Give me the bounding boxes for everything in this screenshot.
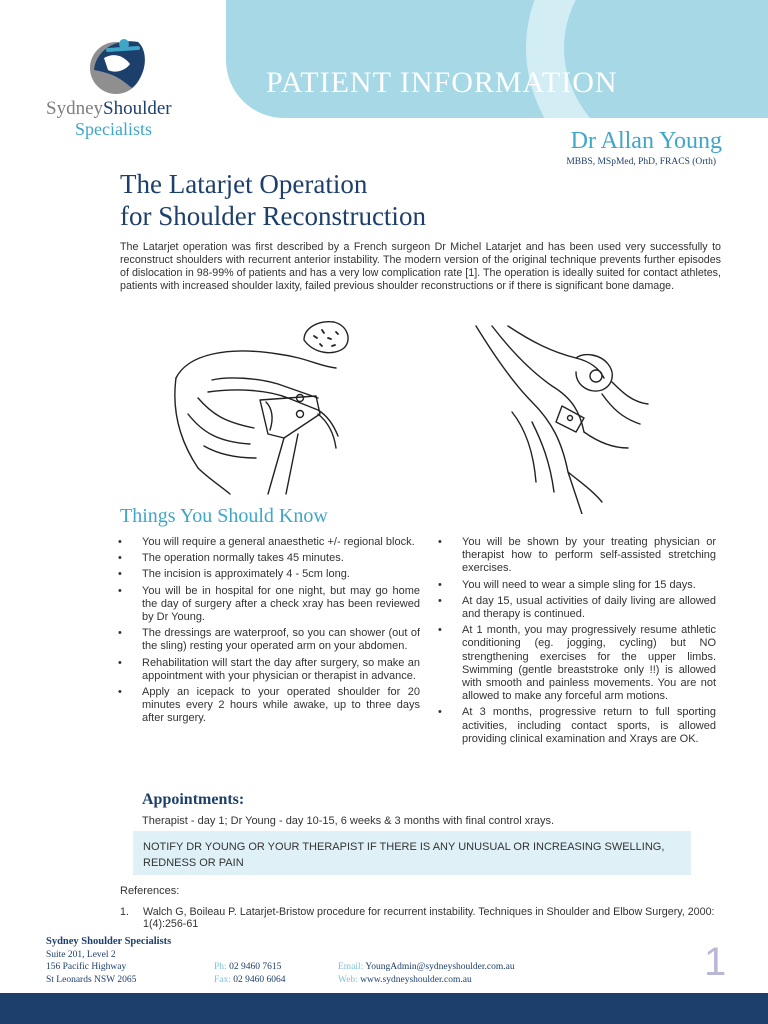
phone-number[interactable]: 02 9460 7615 (229, 962, 282, 972)
list-item (118, 536, 420, 549)
bullet: • (438, 578, 442, 591)
bullet: • (118, 584, 122, 597)
page-title-line1: The Latarjet Operation (120, 169, 368, 199)
reference-text: Walch G, Boileau P. Latarjet-Bristow procedure for recurrent instability. Techniques in Shoulder and Elbow Surgery, 2000: 1(4):256-61 (143, 906, 715, 930)
list-item (438, 706, 716, 746)
footer-address-line1: Suite 201, Level 2 (46, 949, 116, 960)
bullet: • (438, 624, 442, 637)
shoulder-illustration-right (472, 322, 652, 514)
list-item-text: At 3 months, progressive return to full sporting activities, including contact sports, is allowed providing clinical examination and Xrays are OK. (462, 706, 716, 745)
notice-text: NOTIFY DR YOUNG OR YOUR THERAPIST IF THERE IS ANY UNUSUAL OR INCREASING SWELLING, REDNESS OR PAIN (143, 841, 665, 869)
bullet: • (118, 536, 122, 548)
header-banner (226, 0, 768, 118)
fax-number: 02 9460 6064 (233, 974, 286, 985)
bullet: • (118, 656, 122, 669)
list-item-text: At 1 month, you may progressively resume athletic conditioning (eg. jogging, cycling) but NO strengthening exercises for the upper limbs. Swimming (gentle breaststroke only !!) is allowed with smooth and painless movements. You are not allowed to make any forceful arm motions. (462, 624, 716, 703)
logo-name-part1: Sydney (46, 98, 103, 119)
list-item (438, 595, 716, 621)
list-item-text: The incision is approximately 4 - 5cm long. (142, 568, 350, 581)
intro-paragraph: The Latarjet operation was first described by a French surgeon Dr Michel Latarjet and has been used very successfully to reconstruct shoulders with recurrent anterior instability. The modern version of the original technique prevents further episodes of dislocation in 98-99% of patients and has a very low complication rate [1]. The operation is ideally suited for contact athletes, patients with increased shoulder laxity, failed previous shoulder reconstructions or if there is significant bone damage. (120, 241, 721, 292)
footer-org: Sydney Shoulder Specialists (46, 936, 172, 947)
list-item-text: The operation normally takes 45 minutes. (142, 552, 344, 565)
list-item (118, 657, 420, 683)
list-item-text: You will require a general anaesthetic +/- regional block. (142, 536, 415, 548)
shoulder-illustration-left (168, 318, 354, 496)
list-item-text: At day 15, usual activities of daily living are allowed and therapy is continued. (462, 594, 716, 621)
banner-swirl (526, 0, 768, 118)
bullet: • (118, 568, 122, 581)
web-link[interactable]: www.sydneyshoulder.com.au (360, 974, 472, 985)
phone-label: Ph: (214, 962, 227, 972)
list-item (118, 585, 420, 625)
doctor-name: Dr Allan Young (570, 128, 722, 154)
notice-box (133, 831, 691, 875)
logo-name (46, 98, 172, 120)
logo-icon (86, 30, 152, 96)
reference-number: 1. (120, 906, 129, 918)
list-item (118, 552, 420, 565)
banner-title: PATIENT INFORMATION (266, 66, 618, 99)
list-item (118, 568, 420, 581)
footer-contact-block (338, 961, 515, 986)
bullet: • (118, 627, 122, 640)
footer-address-line2: 156 Pacific Highway (46, 962, 127, 972)
doctor-qualifications: MBBS, MSpMed, PhD, FRACS (Orth) (566, 157, 716, 167)
section-title-things: Things You Should Know (120, 505, 328, 527)
bullet: • (438, 706, 442, 719)
bullet: • (118, 686, 122, 699)
footer-address (46, 936, 171, 986)
logo-subtitle: Specialists (75, 119, 152, 139)
list-item (118, 627, 420, 653)
list-item-text: The dressings are waterproof, so you can shower (out of the sling) resting your operated arm on your abdomen. (142, 627, 420, 653)
list-item (438, 579, 716, 592)
web-label: Web: (338, 974, 358, 985)
reference-item (120, 906, 720, 930)
page-title (120, 168, 426, 232)
list-item (118, 686, 420, 726)
fax-label: Fax: (214, 974, 231, 985)
list-item-text: You will be shown by your treating physician or therapist how to perform self-assisted stretching exercises. (462, 536, 716, 575)
things-list-right (438, 536, 716, 749)
appointments-text: Therapist - day 1; Dr Young - day 10-15, 6 weeks & 3 months with final control xrays. (142, 815, 555, 827)
things-list-left (118, 536, 420, 729)
list-item-text: Rehabilitation will start the day after surgery, so make an appointment with your physician or therapist in advance. (142, 656, 420, 682)
list-item-text: Apply an icepack to your operated shoulder for 20 minutes every 2 hours while awake, up to three days after surgery. (142, 686, 420, 725)
list-item (438, 624, 716, 703)
footer-phone-block (214, 961, 286, 986)
references-title: References: (120, 885, 180, 897)
page-title-line2: for Shoulder Reconstruction (120, 201, 426, 231)
appointments-title: Appointments: (142, 791, 245, 808)
logo-name-part2: Shoulder (103, 98, 172, 119)
page-number: 1 (704, 940, 727, 984)
list-item (438, 536, 716, 576)
bullet: • (438, 536, 442, 548)
bullet: • (118, 552, 122, 565)
list-item-text: You will be in hospital for one night, but may go home the day of surgery after a check xray has been reviewed by Dr Young. (142, 584, 420, 624)
footer-bar (0, 993, 768, 1024)
email-link[interactable]: YoungAdmin@sydneyshoulder.com.au (365, 962, 515, 972)
footer-address-line3: St Leonards NSW 2065 (46, 974, 137, 985)
bullet: • (438, 594, 442, 607)
list-item-text: You will need to wear a simple sling for 15 days. (462, 578, 696, 591)
email-label: Email: (338, 962, 364, 972)
